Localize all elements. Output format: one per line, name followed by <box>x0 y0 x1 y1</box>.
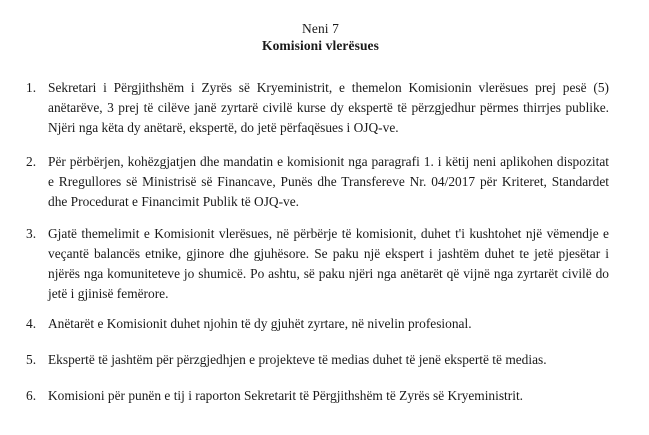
clause-text: Komisioni për punën e tij i raporton Sekretarit të Përgjithshëm të Zyrës së Kryeministrit. <box>48 388 524 403</box>
article-number: Neni 7 <box>302 21 339 36</box>
clause-item <box>26 224 609 304</box>
clause-item <box>26 386 609 406</box>
clause-text: Ekspertë të jashtëm për përzgjedhjen e projekteve të medias duhet të jenë ekspertë të medias. <box>48 352 547 367</box>
clause-number: 5. <box>26 352 37 367</box>
clause-number: 6. <box>26 388 37 403</box>
clause-item <box>26 350 609 370</box>
clause-item <box>26 152 609 212</box>
clause-item <box>26 78 609 138</box>
clause-text: Për përbërjen, kohëzgjatjen dhe mandatin e komisionit nga paragrafi 1. i këtij neni aplikohen dispozitat e Rregullores së Ministrisë së Financave, Punës dhe Transfereve Nr. 04/2017 për Kriteret, Standardet dhe Procedurat e Financimit Publik të OJQ-ve. <box>48 154 609 209</box>
clause-text: Sekretari i Përgjithshëm i Zyrës së Kryeministrit, e themelon Komisionin vlerësues prej pesë (5) anëtarëve, 3 prej të cilëve janë zyrtarë civilë kurse dy ekspertë të përzgjedhur përmes thirrjes publike. Njëri nga këta dy anëtarë, ekspertë, do jetë përfaqësues i OJQ-ve. <box>48 80 609 135</box>
clause-number: 1. <box>26 80 37 95</box>
clause-text: Gjatë themelimit e Komisionit vlerësues, në përbërje të komisionit, duhet t'i kushtohet një vëmendje e veçantë balancës etnike, gjinore dhe gjuhësore. Se paku një ekspert i jashtëm duhet te jetë pjesëtar i njërës nga komuniteteve jo shumicë. Po ashtu, së paku njëri nga anëtarët që vijnë nga zyrtarët civilë do jetë i gjinisë femërore. <box>48 226 609 301</box>
clause-number: 2. <box>26 154 37 169</box>
clause-item <box>26 314 609 334</box>
clause-number: 3. <box>26 226 37 241</box>
clause-text: Anëtarët e Komisionit duhet njohin të dy gjuhët zyrtare, në nivelin profesional. <box>48 316 472 331</box>
article-heading <box>26 20 605 54</box>
article-title: Komisioni vlerësues <box>261 38 380 53</box>
clause-number: 4. <box>26 316 37 331</box>
